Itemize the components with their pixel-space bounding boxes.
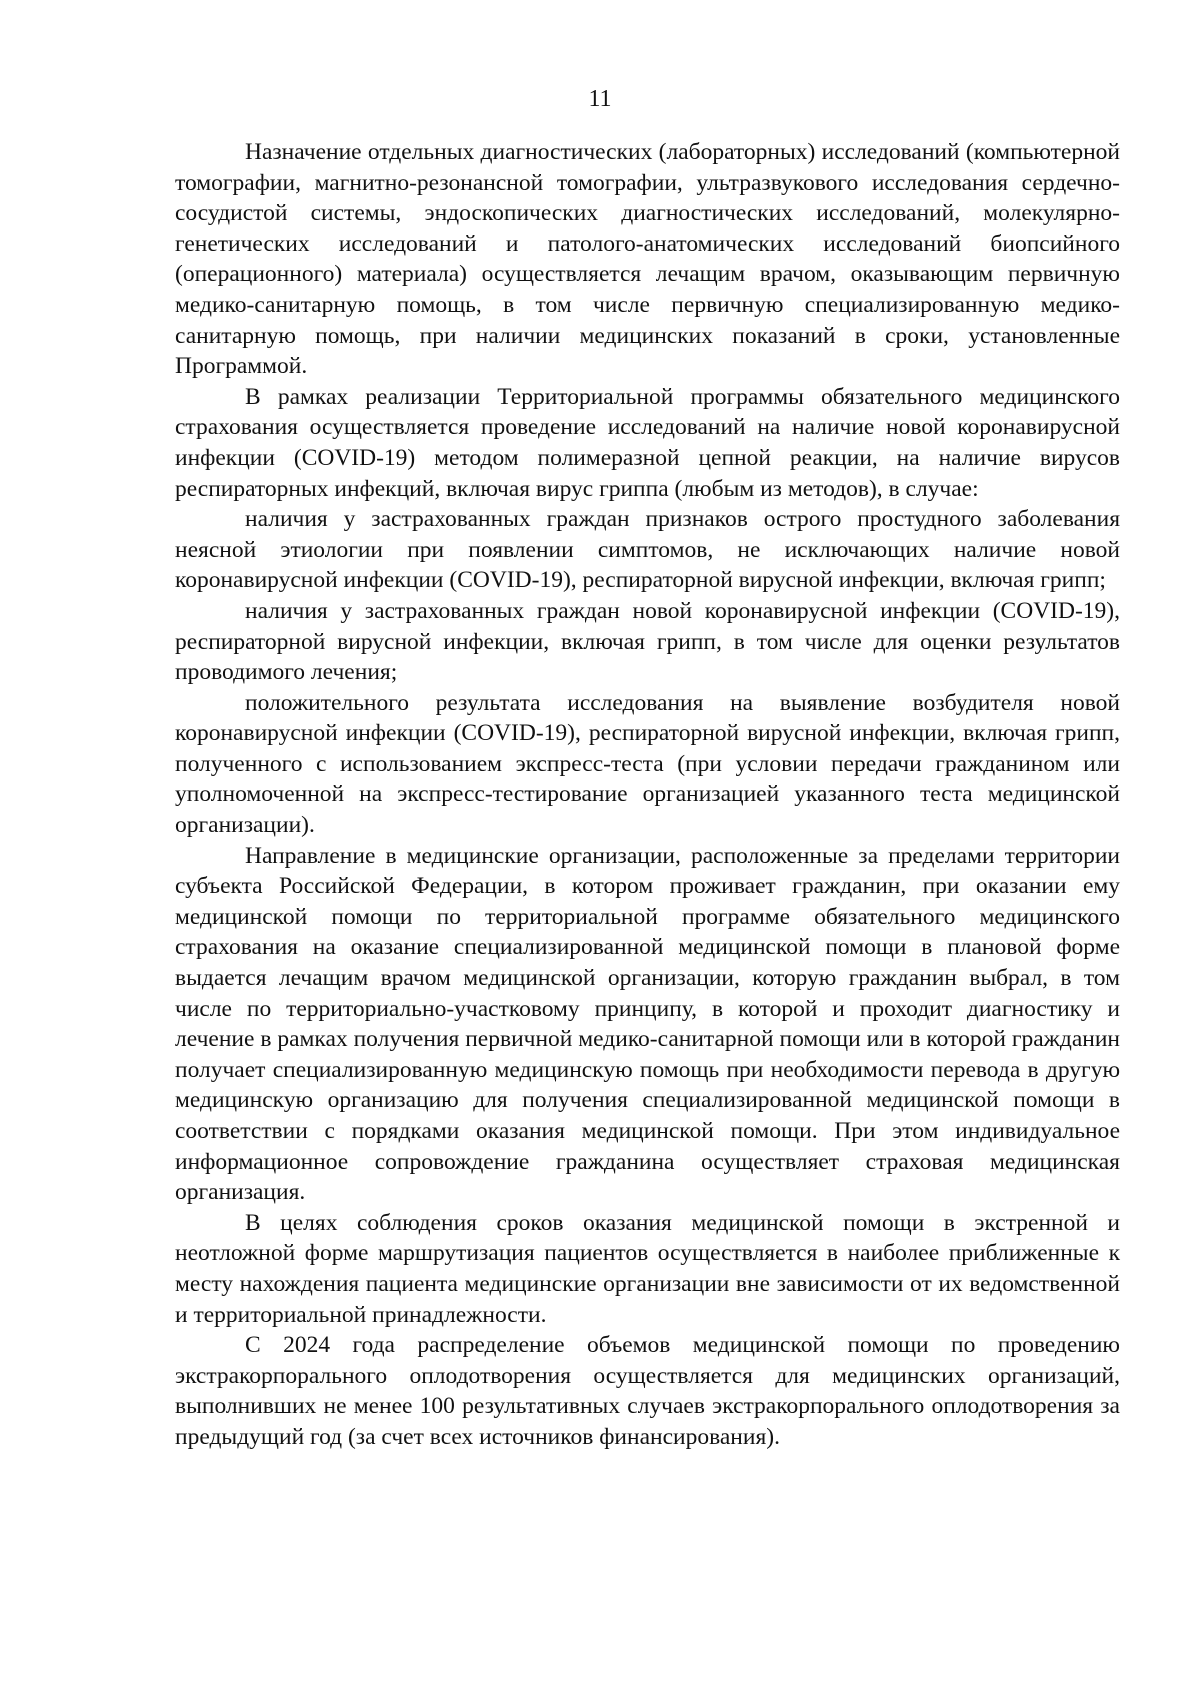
paragraph-condition-2: наличия у застрахованных граждан новой коронавирусной инфекции (COVID-19), респираторной вирусной инфекции, включая грипп, в том числе для оценки результатов проводимого лечения; [175, 597, 1120, 686]
paragraph-condition-3: положительного результата исследования на выявление возбудителя новой коронавирусной инфекции (COVID-19), респираторной вирусной инфекции, включая грипп, полученного с использованием экспресс-теста (при условии передачи гражданином или уполномоченной на экспресс-тестирование организацией указанного теста медицинской организации). [175, 689, 1120, 839]
paragraph-condition-1: наличия у застрахованных граждан признаков острого простудного заболевания неясной этиологии при появлении симптомов, не исключающих наличие новой коронавирусной инфекции (COVID-19), респираторной вирусной инфекции, включая грипп; [175, 506, 1120, 594]
paragraph-diagnostic-tests: Назначение отдельных диагностических (лабораторных) исследований (компьютерной томографии, магнитно-резонансной томографии, ультразвукового исследования сердечно-сосудистой системы, эндоскопических диагностических исследований, молекулярно-генетических исследований и патолого-анатомических исследований биопсийного (операционного) материала) осуществляется лечащим врачом, оказывающим первичную медико-санитарную помощь, в том числе первичную специализированную медико-санитарную помощь, при наличии медицинских показаний в сроки, установленные Программой. [175, 139, 1120, 380]
paragraph-emergency-routing: В целях соблюдения сроков оказания медицинской помощи в экстренной и неотложной форме маршрутизация пациентов осуществляется в наиболее приближенные к месту нахождения пациента медицинские организации вне зависимости от их ведомственной и территориальной принадлежности. [175, 1209, 1120, 1328]
document-body [175, 137, 1120, 1453]
paragraph-ivf-allocation: С 2024 года распределение объемов медицинской помощи по проведению экстракорпорального оплодотворения осуществляется для медицинских организаций, выполнивших не менее 100 результативных случаев экстракорпорального оплодотворения за предыдущий год (за счет всех источников финансирования). [175, 1332, 1120, 1450]
paragraph-referral: Направление в медицинские организации, расположенные за пределами территории субъекта Российской Федерации, в котором проживает гражданин, при оказании ему медицинской помощи по территориальной программе обязательного медицинского страхования на оказание специализированной медицинской помощи в плановой форме выдается лечащим врачом медицинской организации, которую гражданин выбрал, в том числе по территориально-участковому принципу, в которой и проходит диагностику и лечение в рамках получения первичной медико-санитарной помощи или в которой гражданин получает специализированную медицинскую помощь при необходимости перевода в другую медицинскую организацию для получения специализированной медицинской помощи в соответствии с порядками оказания медицинской помощи. При этом индивидуальное информационное сопровождение гражданина осуществляет страховая медицинская организация. [175, 842, 1120, 1206]
paragraph-covid-testing: В рамках реализации Территориальной программы обязательного медицинского страхования осуществляется проведение исследований на наличие новой коронавирусной инфекции (COVID-19) методом полимеразной цепной реакции, на наличие вирусов респираторных инфекций, включая вирус гриппа (любым из методов), в случае: [175, 383, 1120, 502]
page-number: 11 [588, 86, 612, 112]
